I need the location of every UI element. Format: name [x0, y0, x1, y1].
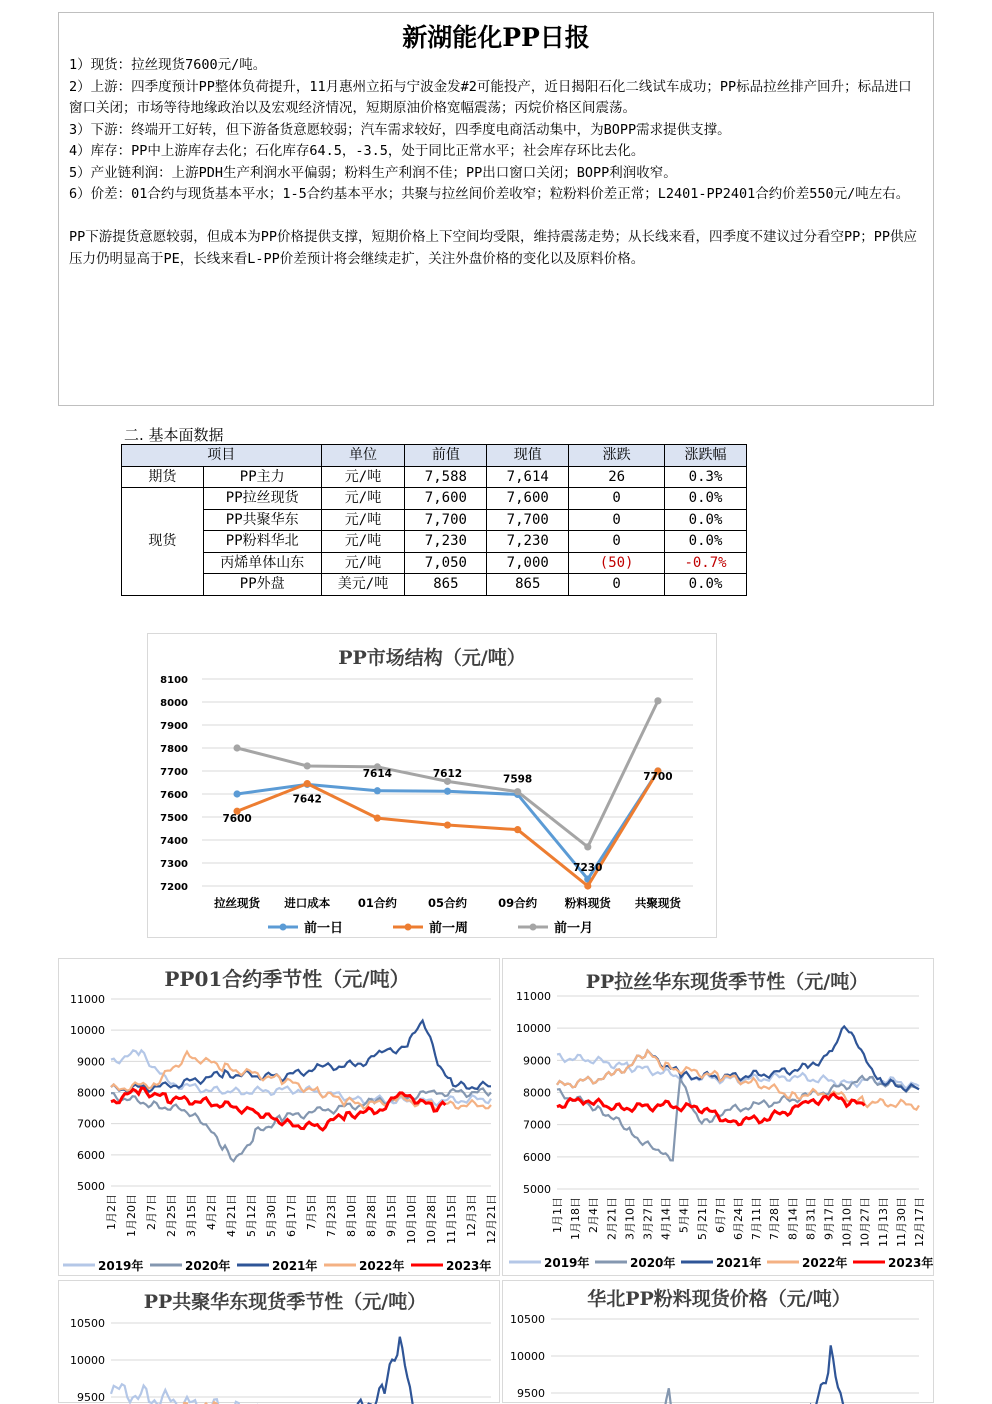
x-tick-label: 11月13日 — [876, 1197, 890, 1247]
header-change-pct: 涨跌幅 — [665, 445, 747, 467]
x-tick-label: 01合约 — [357, 896, 397, 910]
series-line — [111, 1384, 491, 1404]
cell-prev: 865 — [405, 574, 487, 596]
header-prev: 前值 — [405, 445, 487, 467]
pp01-seasonality-svg — [59, 959, 499, 1275]
x-tick-label: 10月10日 — [840, 1197, 854, 1247]
data-point — [374, 815, 381, 822]
x-tick-label: 1月18日 — [569, 1197, 583, 1240]
cell-change: 0 — [569, 488, 665, 510]
cell-change-pct: 0.0% — [665, 574, 747, 596]
report-point-2: 2）上游：四季度预计PP整体负荷提升，11月惠州立拓与宁波金发#2可能投产，近日揭阳石化二线试车成功；PP标品拉丝排产回升；标品进口窗口关闭；市场等待地缘政治以及宏观经济情况，短期原油价格宽幅震荡；丙烷价格区间震荡。 — [69, 78, 912, 116]
category-futures: 期货 — [122, 466, 204, 488]
x-tick-label: 2月21日 — [605, 1197, 619, 1240]
x-tick-label: 09合约 — [498, 896, 538, 910]
legend-label: 2023年 — [888, 1256, 933, 1270]
cell-change-pct: 0.3% — [665, 466, 747, 488]
report-point-3: 3）下游：终端开工好转，但下游备货意愿较弱；汽车需求较好，四季度电商活动集中，为BOPP需求提供支撑。 — [69, 121, 731, 138]
pp-copolymer-east-seasonality-svg — [59, 1281, 499, 1404]
data-label: 7642 — [292, 793, 322, 806]
x-tick-label: 9月17日 — [822, 1197, 836, 1240]
cell-unit: 元/吨 — [321, 552, 405, 574]
x-tick-label: 11月15日 — [445, 1194, 458, 1244]
x-tick-label: 7月23日 — [325, 1194, 338, 1237]
x-tick-label: 7月11日 — [750, 1197, 764, 1240]
market-structure-svg — [148, 634, 716, 937]
cell-unit: 美元/吨 — [321, 574, 405, 596]
cell-item: PP外盘 — [203, 574, 321, 596]
series-line — [551, 1345, 919, 1404]
y-tick-label: 9500 — [517, 1387, 545, 1400]
x-tick-label: 3月27日 — [641, 1197, 655, 1240]
x-tick-label: 2月7日 — [145, 1194, 158, 1230]
y-tick-label: 10000 — [516, 1022, 551, 1036]
x-tick-label: 4月2日 — [205, 1194, 218, 1230]
y-tick-label: 8000 — [160, 698, 188, 709]
cell-item: PP拉丝现货 — [203, 488, 321, 510]
x-tick-label: 8月10日 — [345, 1194, 358, 1237]
cell-prev: 7,700 — [405, 509, 487, 531]
y-tick-label: 9000 — [77, 1055, 105, 1069]
fundamentals-table — [121, 444, 747, 596]
cell-unit: 元/吨 — [321, 531, 405, 553]
x-tick-label: 6月24日 — [732, 1197, 745, 1240]
data-point — [584, 843, 591, 850]
data-label: 7614 — [362, 767, 392, 780]
y-tick-label: 7600 — [160, 790, 188, 801]
table-row — [122, 466, 747, 488]
cell-prev: 7,600 — [405, 488, 487, 510]
x-tick-label: 7月5日 — [305, 1194, 318, 1230]
legend-label: 前一月 — [554, 921, 594, 936]
data-label: 7600 — [222, 813, 252, 825]
x-tick-label: 1月2日 — [105, 1194, 118, 1230]
north-china-powder-price-chart — [502, 1280, 934, 1403]
legend-label: 2020年 — [185, 1259, 231, 1273]
x-tick-label: 8月14日 — [786, 1197, 800, 1240]
legend-marker — [280, 924, 287, 931]
cell-item: PP共聚华东 — [203, 509, 321, 531]
pp-drawn-east-seasonality-svg — [503, 959, 933, 1275]
x-tick-label: 11月30日 — [894, 1197, 908, 1247]
y-tick-label: 10000 — [510, 1350, 545, 1363]
data-point — [584, 882, 591, 889]
header-curr: 现值 — [487, 445, 569, 467]
legend-marker — [530, 924, 537, 931]
table-row — [122, 552, 747, 574]
data-point — [233, 790, 240, 797]
cell-unit: 元/吨 — [321, 488, 405, 510]
north-china-powder-price-svg — [503, 1281, 933, 1404]
y-tick-label: 11000 — [70, 993, 105, 1006]
x-tick-label: 10月28日 — [425, 1194, 438, 1244]
x-tick-label: 8月28日 — [365, 1194, 378, 1237]
x-tick-label: 进口成本 — [284, 896, 331, 910]
data-point — [374, 787, 381, 794]
y-tick-label: 7500 — [160, 813, 188, 824]
x-tick-label: 共聚现货 — [634, 896, 681, 910]
cell-unit: 元/吨 — [321, 509, 405, 531]
x-tick-label: 粉料现货 — [564, 896, 611, 910]
x-tick-label: 1月20日 — [125, 1194, 138, 1237]
cell-change: 26 — [569, 466, 665, 488]
x-tick-label: 12月3日 — [465, 1194, 478, 1237]
legend-label: 2021年 — [716, 1256, 762, 1270]
report-title: 新湖能化PP日报 — [402, 23, 590, 52]
legend-label: 2021年 — [272, 1259, 318, 1273]
x-tick-label: 05合约 — [427, 896, 468, 910]
x-tick-label: 5月12日 — [245, 1194, 258, 1237]
report-point-5: 5）产业链利润：上游PDH生产利润水平偏弱；粉料生产利润不佳；PP出口窗口关闭；BOPP利润收窄。 — [69, 164, 677, 181]
data-label: 7230 — [573, 862, 603, 875]
x-tick-label: 12月17日 — [913, 1197, 926, 1247]
y-tick-label: 10500 — [510, 1313, 545, 1326]
cell-item: PP主力 — [203, 466, 321, 488]
y-tick-label: 7000 — [77, 1117, 105, 1131]
y-tick-label: 10000 — [70, 1024, 105, 1038]
x-tick-label: 5月30日 — [265, 1194, 278, 1237]
pp01-seasonality-chart — [58, 958, 500, 1276]
data-point — [304, 762, 311, 769]
section-title: 二. 基本面数据 — [124, 426, 224, 444]
x-tick-label: 2月4日 — [587, 1197, 601, 1233]
pp-drawn-east-seasonality-chart — [502, 958, 934, 1276]
cell-item: PP粉料华北 — [203, 531, 321, 553]
x-tick-label: 3月10日 — [623, 1197, 637, 1240]
chart-title: PP01合约季节性（元/吨） — [164, 967, 410, 991]
legend-label: 2019年 — [98, 1259, 144, 1273]
data-label: 7700 — [643, 771, 673, 783]
header-change: 涨跌 — [569, 445, 665, 467]
legend-label: 2023年 — [446, 1259, 492, 1273]
x-tick-label: 7月28日 — [768, 1197, 782, 1240]
cell-change-pct: 0.0% — [665, 509, 747, 531]
y-tick-label: 11000 — [516, 990, 551, 1003]
data-point — [233, 744, 240, 751]
header-unit: 单位 — [321, 445, 405, 467]
y-tick-label: 7400 — [160, 836, 188, 847]
table-row — [122, 488, 747, 510]
x-tick-label: 1月1日 — [551, 1197, 564, 1233]
y-tick-label: 7200 — [160, 882, 188, 893]
cell-change: 0 — [569, 574, 665, 596]
data-point — [304, 780, 311, 787]
cell-change: 0 — [569, 531, 665, 553]
cell-curr: 7,000 — [487, 552, 569, 574]
y-tick-label: 7300 — [160, 859, 188, 870]
series-line — [551, 1388, 919, 1404]
y-tick-label: 7900 — [160, 721, 188, 732]
x-tick-label: 6月7日 — [713, 1197, 727, 1233]
x-tick-label: 6月17日 — [285, 1194, 298, 1237]
chart-title: PP拉丝华东现货季节性（元/吨） — [585, 971, 869, 993]
y-tick-label: 10000 — [70, 1354, 105, 1367]
y-tick-label: 10500 — [70, 1317, 105, 1330]
data-point — [654, 697, 661, 704]
report-point-4: 4）库存：PP中上游库存去化；石化库存64.5，-3.5，处于同比正常水平；社会库存环比去化。 — [69, 143, 645, 159]
report-point-1: 1）现货：拉丝现货7600元/吨。 — [69, 57, 267, 73]
x-tick-label: 5月4日 — [677, 1197, 691, 1233]
x-tick-label: 4月14日 — [659, 1197, 673, 1240]
cell-curr: 7,614 — [487, 466, 569, 488]
data-point — [444, 788, 451, 795]
cell-item: 丙烯单体山东 — [203, 552, 321, 574]
x-tick-label: 12月21日 — [485, 1194, 498, 1244]
report-panel — [58, 12, 934, 406]
cell-change: 0 — [569, 509, 665, 531]
legend-marker — [405, 924, 412, 931]
y-tick-label: 7000 — [523, 1118, 551, 1132]
y-tick-label: 9500 — [77, 1391, 105, 1404]
cell-prev: 7,230 — [405, 531, 487, 553]
y-tick-label: 8000 — [77, 1086, 105, 1100]
cell-change-pct: 0.0% — [665, 531, 747, 553]
market-structure-chart — [147, 633, 717, 938]
cell-curr: 865 — [487, 574, 569, 596]
cell-curr: 7,700 — [487, 509, 569, 531]
legend-label: 2020年 — [630, 1256, 676, 1270]
chart-title: 华北PP粉料现货价格（元/吨） — [587, 1288, 851, 1310]
report-summary: PP下游提货意愿较弱，但成本为PP价格提供支撑，短期价格上下空间均受限，维持震荡走势；从长线来看，四季度不建议过分看空PP；PP供应压力仍明显高于PE，长线来看L-PP价差预计将会继续走扩，关注外盘价格的变化以及原料价格。 — [69, 229, 918, 267]
cell-change-pct: 0.0% — [665, 488, 747, 510]
legend-label: 2022年 — [359, 1259, 405, 1273]
chart-title: PP市场结构（元/吨） — [338, 647, 526, 669]
pp-copolymer-east-seasonality-chart — [58, 1280, 500, 1403]
cell-unit: 元/吨 — [321, 466, 405, 488]
data-label: 7612 — [432, 768, 463, 781]
report-point-6: 6）价差：01合约与现货基本平水；1-5合约基本平水；共聚与拉丝间价差收窄；粒粉料价差正常；L2401-PP2401合约价差550元/吨左右。 — [69, 186, 910, 202]
data-label: 7598 — [503, 773, 533, 786]
cell-curr: 7,600 — [487, 488, 569, 510]
y-tick-label: 5000 — [523, 1183, 551, 1196]
table-header-row — [122, 445, 747, 467]
y-tick-label: 9000 — [523, 1054, 551, 1068]
chart-title: PP共聚华东现货季节性（元/吨） — [143, 1291, 427, 1313]
table-row — [122, 531, 747, 553]
table-row — [122, 509, 747, 531]
legend-label: 前一日 — [304, 921, 344, 936]
cell-prev: 7,588 — [405, 466, 487, 488]
cell-curr: 7,230 — [487, 531, 569, 553]
data-point — [514, 826, 521, 833]
series-line — [557, 1076, 919, 1160]
x-tick-label: 3月15日 — [185, 1194, 198, 1237]
x-tick-label: 4月21日 — [225, 1194, 238, 1237]
x-tick-label: 10月10日 — [405, 1194, 418, 1244]
y-tick-label: 7700 — [160, 767, 188, 778]
cell-prev: 7,050 — [405, 552, 487, 574]
x-tick-label: 2月25日 — [165, 1194, 178, 1237]
data-point — [444, 821, 451, 828]
y-tick-label: 8000 — [523, 1086, 551, 1100]
y-tick-label: 5000 — [77, 1180, 105, 1193]
x-tick-label: 10月27日 — [858, 1197, 872, 1247]
x-tick-label: 8月31日 — [804, 1197, 818, 1240]
legend-label: 2019年 — [544, 1256, 590, 1270]
x-tick-label: 5月21日 — [695, 1197, 709, 1240]
legend-label: 前一周 — [429, 921, 469, 936]
y-tick-label: 6000 — [77, 1148, 105, 1162]
cell-change: (50) — [569, 552, 665, 574]
x-tick-label: 9月15日 — [385, 1194, 398, 1237]
y-tick-label: 6000 — [523, 1150, 551, 1164]
table-row — [122, 574, 747, 596]
y-tick-label: 8100 — [160, 675, 188, 686]
series-line — [557, 1094, 865, 1125]
data-point — [514, 788, 521, 795]
cell-change-pct: -0.7% — [665, 552, 747, 574]
x-tick-label: 拉丝现货 — [214, 896, 261, 910]
category-spot: 现货 — [122, 488, 204, 596]
y-tick-label: 7800 — [160, 744, 188, 755]
legend-label: 2022年 — [802, 1256, 848, 1270]
header-item: 项目 — [122, 445, 322, 467]
